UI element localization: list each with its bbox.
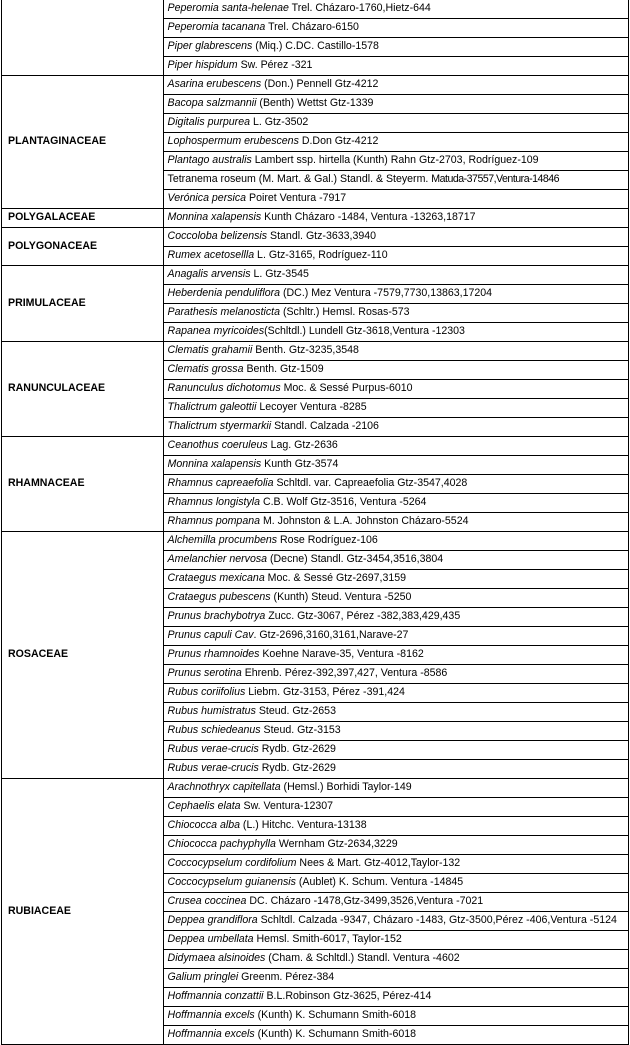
authority-and-collection: (Schltr.) Hemsl. Rosas-573 — [280, 306, 410, 318]
authority-and-collection: Sw. Ventura-12307 — [240, 800, 334, 812]
authority-and-collection: Standl. Calzada -2106 — [271, 420, 379, 432]
scientific-name: Galium pringlei — [167, 971, 239, 983]
species-cell — [163, 380, 628, 399]
scientific-name: Rhamnus pompana — [167, 515, 261, 527]
authority-and-collection: Trel. Cházaro-1760,Hietz-644 — [288, 2, 431, 14]
scientific-name: Cephaelis elata — [167, 800, 241, 812]
scientific-name: Rubus verae-crucis — [167, 762, 259, 774]
species-cell — [163, 836, 628, 855]
scientific-name: Ranunculus dichotomus — [167, 382, 281, 394]
authority-and-collection: Zucc. Gtz-3067, Pérez -382,383,429,435 — [265, 610, 461, 622]
scientific-name: Hoffmannia excels — [167, 1009, 255, 1021]
species-cell — [163, 1007, 628, 1026]
species-cell — [163, 608, 628, 627]
table-row — [2, 532, 629, 551]
species-cell — [163, 190, 628, 209]
scientific-name: Amelanchier nervosa — [167, 553, 268, 565]
species-cell — [163, 969, 628, 988]
scientific-name: Verónica persica — [167, 192, 247, 204]
authority-and-collection: (Kunth) K. Schumann Smith-6018 — [254, 1028, 417, 1040]
scientific-name: Lophospermum erubescens — [167, 135, 299, 147]
authority-and-collection: (Decne) Standl. Gtz-3454,3516,3804 — [267, 553, 444, 565]
table-row — [2, 228, 629, 247]
table-row — [2, 209, 629, 228]
authority-and-collection: (Aublet) K. Schum. Ventura -14845 — [295, 876, 464, 888]
scientific-name: Peperomia santa-helenae — [167, 2, 289, 14]
species-cell — [163, 950, 628, 969]
scientific-name: Deppea grandiflora — [167, 914, 258, 926]
species-cell — [163, 114, 628, 133]
species-cell — [163, 1026, 628, 1045]
scientific-name: Arachnothryx capitellata — [167, 781, 281, 793]
species-cell — [163, 95, 628, 114]
authority-and-collection: Ehrenb. Pérez-392,397,427, Ventura -8586 — [241, 667, 448, 679]
scientific-name: Deppea umbellata — [167, 933, 254, 945]
authority-and-collection: Lambert ssp. hirtella (Kunth) Rahn Gtz-2703, Rodríguez-109 — [251, 154, 539, 166]
species-cell — [163, 399, 628, 418]
scientific-name: Anagalis arvensis — [167, 268, 251, 280]
scientific-name: Thalictrum galeottii — [167, 401, 257, 413]
authority-and-collection: Benth. Gtz-3235,3548 — [252, 344, 359, 356]
species-cell — [163, 361, 628, 380]
authority-and-collection: Rydb. Gtz-2629 — [258, 762, 336, 774]
species-cell — [163, 323, 628, 342]
authority-and-collection: B.L.Robinson Gtz-3625, Pérez-414 — [263, 990, 432, 1002]
authority-and-collection: (Kunth) K. Schumann Smith-6018 — [254, 1009, 417, 1021]
authority-and-collection: (Miq.) C.DC. Castillo-1578 — [252, 40, 379, 52]
species-cell — [163, 589, 628, 608]
family-cell: POLYGALACEAE — [2, 209, 164, 228]
species-cell — [163, 494, 628, 513]
authority-and-collection: Tetranema roseum (M. Mart. & Gal.) Standl. & Steyerm. — [167, 173, 432, 185]
species-cell — [163, 38, 628, 57]
table-row — [2, 0, 629, 19]
family-cell: RANUNCULACEAE — [2, 342, 164, 437]
authority-and-collection: (Cham. & Schltdl.) Standl. Ventura -4602 — [265, 952, 460, 964]
species-cell — [163, 171, 628, 190]
species-cell — [163, 779, 628, 798]
scientific-name: Piper glabrescens — [167, 40, 253, 52]
authority-and-collection: L. Gtz-3502 — [250, 116, 309, 128]
scientific-name: Crataegus pubescens — [167, 591, 271, 603]
species-cell — [163, 703, 628, 722]
scientific-name: Digitalis purpurea — [167, 116, 250, 128]
family-cell: PLANTAGINACEAE — [2, 76, 164, 209]
scientific-name: Coccocypselum cordifolium — [167, 857, 297, 869]
scientific-name: Crataegus mexicana — [167, 572, 265, 584]
species-cell — [163, 570, 628, 589]
scientific-name: Rubus verae-crucis — [167, 743, 259, 755]
family-cell — [2, 0, 164, 76]
species-cell — [163, 247, 628, 266]
authority-and-collection: Trel. Cházaro-6150 — [265, 21, 359, 33]
authority-and-collection: Hemsl. Smith-6017, Taylor-152 — [253, 933, 402, 945]
species-cell — [163, 76, 628, 95]
species-table — [1, 0, 629, 1045]
scientific-name: Rumex acetosellla — [167, 249, 255, 261]
species-cell — [163, 418, 628, 437]
authority-and-collection: Steud. Gtz-2653 — [255, 705, 336, 717]
scientific-name: Prunus brachybotrya — [167, 610, 266, 622]
species-cell — [163, 285, 628, 304]
authority-and-collection: Lecoyer Ventura -8285 — [256, 401, 367, 413]
authority-and-collection: Sw. Pérez -321 — [237, 59, 313, 71]
authority-and-collection: DC. Cházaro -1478,Gtz-3499,3526,Ventura -7021 — [246, 895, 484, 907]
scientific-name: Rubus coriifolius — [167, 686, 246, 698]
authority-and-collection: L. Gtz-3545 — [250, 268, 309, 280]
authority-and-collection: (Benth) Wettst Gtz-1339 — [256, 97, 374, 109]
species-cell — [163, 741, 628, 760]
authority-and-collection: Benth. Gtz-1509 — [243, 363, 324, 375]
authority-and-collection: D.Don Gtz-4212 — [298, 135, 379, 147]
authority-and-collection: (Don.) Pennell Gtz-4212 — [261, 78, 379, 90]
species-cell — [163, 456, 628, 475]
family-cell: ROSACEAE — [2, 532, 164, 779]
scientific-name: Chiococca pachyphylla — [167, 838, 276, 850]
authority-and-collection: Standl. Gtz-3633,3940 — [267, 230, 377, 242]
scientific-name: Coccoloba belizensis — [167, 230, 268, 242]
family-cell: RHAMNACEAE — [2, 437, 164, 532]
scientific-name: Rubus schiedeanus — [167, 724, 261, 736]
table-row — [2, 342, 629, 361]
species-cell — [163, 874, 628, 893]
scientific-name: Hoffmannia excels — [167, 1028, 255, 1040]
scientific-name: Rhamnus longistyla — [167, 496, 260, 508]
authority-and-collection: Wernham Gtz-2634,3229 — [275, 838, 398, 850]
species-cell — [163, 228, 628, 247]
species-cell — [163, 0, 628, 19]
table-row — [2, 266, 629, 285]
species-cell — [163, 342, 628, 361]
species-cell — [163, 152, 628, 171]
scientific-name: Crusea coccinea — [167, 895, 247, 907]
scientific-name: Rhamnus capreaefolia — [167, 477, 274, 489]
authority-and-collection: (Hemsl.) Borhidi Taylor-149 — [280, 781, 412, 793]
scientific-name: Rapanea myricoides — [167, 325, 265, 337]
scientific-name: Prunus capuli Cav — [167, 629, 254, 641]
species-cell — [163, 209, 628, 228]
species-cell — [163, 931, 628, 950]
authority-and-collection: (L.) Hitchc. Ventura-13138 — [239, 819, 367, 831]
species-cell — [163, 665, 628, 684]
authority-and-collection: Schltdl. Calzada -9347, Cházaro -1483, Gtz-3500,Pérez -406,Ventura -5124 — [257, 914, 617, 926]
authority-and-collection: . Gtz-2696,3160,3161,Narave-27 — [253, 629, 409, 641]
authority-and-collection: Greenm. Pérez-384 — [238, 971, 335, 983]
scientific-name: Chiococca alba — [167, 819, 240, 831]
scientific-name: Asarina erubescens — [167, 78, 262, 90]
species-cell — [163, 19, 628, 38]
scientific-name: Bacopa salzmannii — [167, 97, 257, 109]
family-cell: RUBIACEAE — [2, 779, 164, 1045]
species-cell — [163, 304, 628, 323]
scientific-name: Monnina xalapensis — [167, 211, 262, 223]
species-cell — [163, 684, 628, 703]
species-cell — [163, 532, 628, 551]
scientific-name: Clematis grossa — [167, 363, 244, 375]
scientific-name: Thalictrum styermarkii — [167, 420, 272, 432]
scientific-name: Prunus rhamnoides — [167, 648, 260, 660]
species-cell — [163, 266, 628, 285]
authority-and-collection: (Kunth) Steud. Ventura -5250 — [270, 591, 412, 603]
authority-and-collection: Moc. & Sessé Purpus-6010 — [280, 382, 413, 394]
scientific-name: Peperomia tacanana — [167, 21, 266, 33]
authority-and-collection: Schltdl. var. Capreaefolia Gtz-3547,4028 — [273, 477, 468, 489]
scientific-name: Plantago australis — [167, 154, 252, 166]
authority-and-collection: M. Johnston & L.A. Johnston Cházaro-5524 — [260, 515, 469, 527]
table-row — [2, 437, 629, 456]
species-cell — [163, 760, 628, 779]
table-row — [2, 76, 629, 95]
authority-and-collection: Liebm. Gtz-3153, Pérez -391,424 — [245, 686, 405, 698]
family-cell: POLYGONACEAE — [2, 228, 164, 266]
authority-and-collection: Steud. Gtz-3153 — [260, 724, 341, 736]
species-cell — [163, 798, 628, 817]
scientific-name: Prunus serotina — [167, 667, 242, 679]
scientific-name: Ceanothus coeruleus — [167, 439, 268, 451]
authority-and-collection: Nees & Mart. Gtz-4012,Taylor-132 — [296, 857, 461, 869]
table-row — [2, 779, 629, 798]
scientific-name: Coccocypselum guianensis — [167, 876, 296, 888]
authority-and-collection: Koehne Narave-35, Ventura -8162 — [259, 648, 424, 660]
species-cell — [163, 912, 628, 931]
family-cell: PRIMULACEAE — [2, 266, 164, 342]
species-cell — [163, 475, 628, 494]
scientific-name: Rubus humistratus — [167, 705, 256, 717]
species-cell — [163, 817, 628, 836]
authority-and-collection: Rydb. Gtz-2629 — [258, 743, 336, 755]
authority-and-collection: Rose Rodríguez-106 — [277, 534, 378, 546]
scientific-name: Monnina xalapensis — [167, 458, 262, 470]
authority-and-collection: C.B. Wolf Gtz-3516, Ventura -5264 — [260, 496, 427, 508]
species-cell — [163, 57, 628, 76]
authority-and-collection: (Schltdl.) Lundell Gtz-3618,Ventura -12303 — [264, 325, 465, 337]
species-cell — [163, 855, 628, 874]
species-cell — [163, 551, 628, 570]
scientific-name: Heberdenia penduliflora — [167, 287, 281, 299]
scientific-name: Parathesis melanosticta — [167, 306, 281, 318]
scientific-name: Didymaea alsinoides — [167, 952, 266, 964]
authority-and-collection: Kunth Cházaro -1484, Ventura -13263,18717 — [261, 211, 476, 223]
authority-and-collection: Kunth Gtz-3574 — [261, 458, 339, 470]
scientific-name: Clematis grahamii — [167, 344, 253, 356]
collection-numbers: Matuda-37557,Ventura-14846 — [431, 173, 560, 185]
scientific-name: Alchemilla procumbens — [167, 534, 278, 546]
authority-and-collection: Lag. Gtz-2636 — [267, 439, 338, 451]
authority-and-collection: (DC.) Mez Ventura -7579,7730,13863,17204 — [280, 287, 493, 299]
scientific-name: Hoffmannia conzattii — [167, 990, 264, 1002]
species-cell — [163, 722, 628, 741]
authority-and-collection: Poiret Ventura -7917 — [246, 192, 347, 204]
species-cell — [163, 627, 628, 646]
authority-and-collection: Moc. & Sessé Gtz-2697,3159 — [264, 572, 407, 584]
species-cell — [163, 513, 628, 532]
species-cell — [163, 437, 628, 456]
authority-and-collection: L. Gtz-3165, Rodríguez-110 — [254, 249, 388, 261]
species-cell — [163, 893, 628, 912]
species-cell — [163, 988, 628, 1007]
scientific-name: Piper hispidum — [167, 59, 238, 71]
species-cell — [163, 646, 628, 665]
species-cell — [163, 133, 628, 152]
